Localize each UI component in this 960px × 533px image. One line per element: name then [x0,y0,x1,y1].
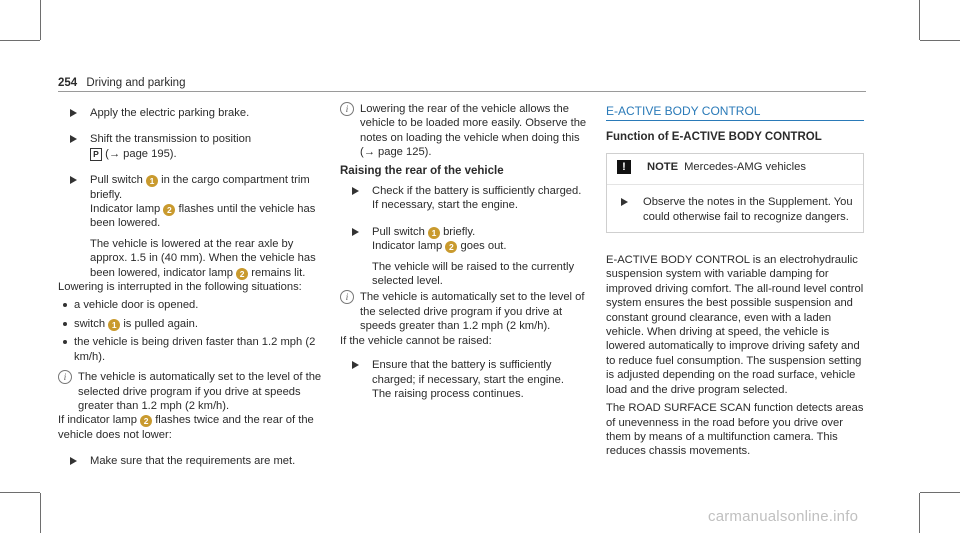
step-text: goes out. [460,240,507,253]
bullet-icon [63,340,67,344]
paragraph-text: flashes twice and the rear of the vehicle does not lower: [58,414,314,441]
step-arrow-icon [352,361,359,369]
step-text: Apply the electric parking brake. [90,107,250,119]
step-text: Indicator lamp [90,203,161,216]
list-text: the vehicle is being driven faster than 1.2 mph (2 km/h). [74,336,316,363]
step-text: Shift the transmission to position [90,133,252,146]
note-header [607,154,863,180]
step-text: Ensure that the battery is sufficiently charged; if necessary, start the engine. [372,359,564,386]
paragraph-road-scan: The ROAD SURFACE SCAN function detects areas of unevenness in the road before you drive over them by means of a multifunction camera. This reduces chassis movements. [606,402,864,458]
page-ref: (→ page 195). [105,147,177,160]
note-text: Lowering the rear of the vehicle allows the vehicle to be loaded more easily. Observe the notes on loading the vehicle when doing this (→ page 125). [360,103,587,159]
step-result [340,260,590,289]
crop-mark [0,40,40,41]
note-text: The vehicle is automatically set to the level of the selected drive program if you drive at speeds greater than 1.2 mph (2 km/h). [78,371,322,412]
callout-2-icon: 2 [445,241,457,253]
callout-1-icon: 1 [428,227,440,239]
step-text: flashes until the vehicle has been lowered. [90,203,316,230]
list-text: is pulled again. [123,317,198,330]
warning-icon: ! [617,160,631,174]
callout-2-icon: 2 [163,204,175,216]
list-text: switch [74,317,106,330]
note-step [607,184,863,232]
step-arrow-icon [352,187,359,195]
crop-mark [0,492,40,493]
bullet-icon [63,322,67,326]
callout-2-icon: 2 [140,415,152,427]
note-text: The vehicle is automatically set to the level of the selected drive program if you drive at speeds greater than 1.2 mph (2 km/h). [360,291,585,333]
step-apply-brake [58,106,328,120]
note-title: Mercedes-AMG vehicles [684,160,806,173]
callout-1-icon: 1 [108,319,120,331]
subheading-function: Function of E-ACTIVE BODY CONTROL [606,131,822,144]
callout-2-icon: 2 [236,268,248,280]
column-left [58,100,328,469]
step-text: Pull switch [90,174,143,187]
crop-mark [919,0,920,40]
paragraph-description: E-ACTIVE BODY CONTROL is an electrohydraulic suspension system with variable damping for improved driving comfort. The all-round level control system ensures the best possible suspension and constant ground clearance, even with a laden vehicle. When driving at speed, the vehicle is lowered automatically to improve driving safety and to reduce fuel consumption. The suspension setting is adjusted depending on the road surface, vehicle load and the drive program selected. [606,254,864,396]
lowering-intro: Lowering is interrupted in the following situations: [58,281,302,294]
list-item [58,317,328,331]
crop-mark [920,492,960,493]
step-arrow-icon [70,176,77,184]
paragraph-text: If indicator lamp [58,414,137,427]
step-arrow-icon [621,198,628,206]
info-icon: i [340,290,354,304]
section-title: E-ACTIVE BODY CONTROL [606,104,761,118]
section-rule [606,120,864,121]
callout-1-icon: 1 [146,175,158,187]
column-middle [340,100,590,401]
step-arrow-icon [352,228,359,236]
step-ensure-battery [340,358,590,401]
step-arrow-icon [70,135,77,143]
step-arrow-icon [70,457,77,465]
info-icon: i [58,370,72,384]
result-text: remains lit. [251,266,306,279]
step-text: Make sure that the requirements are met. [90,455,296,468]
step-result [58,237,328,280]
bullet-icon [63,303,67,307]
gear-p-icon: P [90,148,102,161]
step-pull-switch [58,173,328,231]
step-shift [58,132,328,161]
cannot-raise-text: If the vehicle cannot be raised: [340,334,492,347]
step-text: in the cargo compartment trim briefly. [90,174,310,201]
step-pull-switch [340,225,590,254]
list-item [58,298,328,312]
section-name: Driving and parking [86,77,186,89]
step-text: Indicator lamp [372,240,443,253]
crop-mark [40,0,41,40]
step-requirements [58,454,328,468]
list-item [58,335,328,364]
column-right [606,100,864,459]
crop-mark [919,493,920,533]
list-text: a vehicle door is opened. [74,299,199,312]
info-note [340,102,590,160]
result-text: The vehicle is lowered at the rear axle by approx. 1.5 in (40 mm). When the vehicle has been lowered, indicator lamp [90,237,316,279]
info-note [58,370,328,413]
subheading-raising: Raising the rear of the vehicle [340,164,504,177]
watermark: carmanualsonline.info [708,508,859,525]
note-box [606,153,864,233]
info-icon: i [340,102,354,116]
page-header [58,76,185,90]
step-text: Check if the battery is sufficiently charged. If necessary, start the engine. [372,185,582,212]
note-step-text: Observe the notes in the Supplement. You could otherwise fail to recognize dangers. [643,196,853,223]
header-rule [58,91,866,92]
info-note [340,290,590,333]
crop-mark [920,40,960,41]
step-arrow-icon [70,109,77,117]
step-text: The raising process continues. [372,387,524,400]
flash-paragraph [58,413,328,442]
result-text: The vehicle will be raised to the currently selected level. [372,260,575,288]
note-label: NOTE [647,160,679,173]
page-number: 254 [58,77,78,89]
crop-mark [40,493,41,533]
step-check-battery [340,184,590,213]
step-text: Pull switch [372,225,425,238]
step-text: briefly. [443,225,476,238]
